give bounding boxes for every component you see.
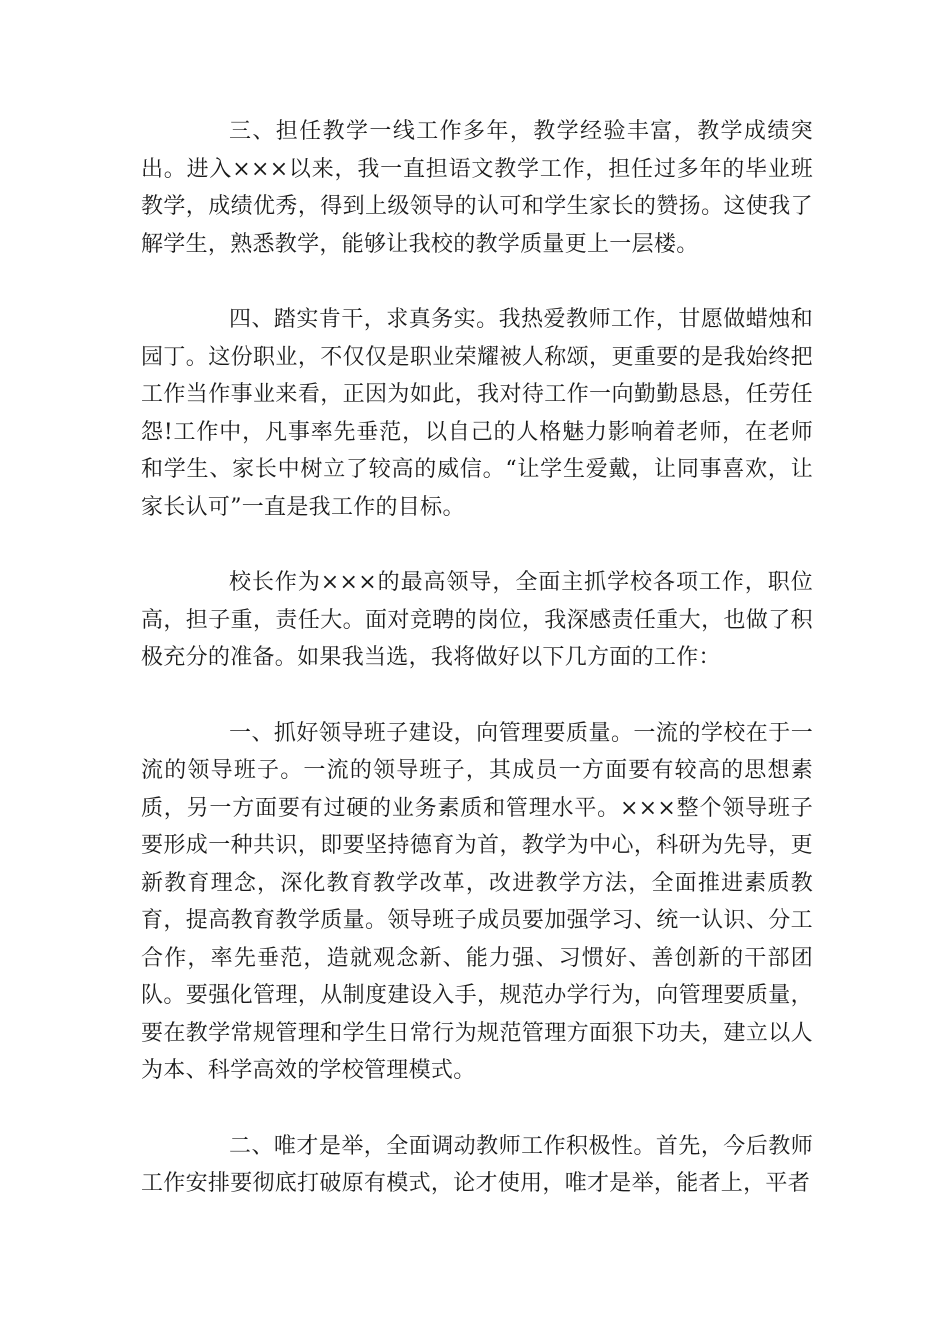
- paragraph-plan-one: 一、抓好领导班子建设，向管理要质量。一流的学校在于一流的领导班子。一流的领导班子，其成员一方面要有较高的思想素质，另一方面要有过硬的业务素质和管理水平。×××整个领导班子要形成一种共识，即要坚持德育为首，教学为中心，科研为先导，更新教育理念，深化教育教学改革，改进教学方法，全面推进素质教育，提高教育教学质量。领导班子成员要加强学习、统一认识、分工合作，率先垂范，造就观念新、能力强、习惯好、善创新的干部团队。要强化管理，从制度建设入手，规范办学行为，向管理要质量，要在教学常规管理和学生日常行为规范管理方面狠下功夫，建立以人为本、科学高效的学校管理模式。: [141, 720, 813, 1083]
- paragraph-qualification-four: 四、踏实肯干，求真务实。我热爱教师工作，甘愿做蜡烛和园丁。这份职业，不仅仅是职业荣耀被人称颂，更重要的是我始终把工作当作事业来看，正因为如此，我对待工作一向勤勤恳恳，任劳任怨!工作中，凡事率先垂范，以自己的人格魅力影响着老师，在老师和学生、家长中树立了较高的威信。“让学生爱戴，让同事喜欢，让家长认可”一直是我工作的目标。: [141, 307, 813, 520]
- paragraph-principal-role: 校长作为×××的最高领导，全面主抓学校各项工作，职位高，担子重，责任大。面对竞聘的岗位，我深感责任重大，也做了积极充分的准备。如果我当选，我将做好以下几方面的工作：: [141, 570, 813, 670]
- paragraph-qualification-three: 三、担任教学一线工作多年，教学经验丰富，教学成绩突出。进入×××以来，我一直担语文教学工作，担任过多年的毕业班教学，成绩优秀，得到上级领导的认可和学生家长的赞扬。这使我了解学生，熟悉教学，能够让我校的教学质量更上一层楼。: [141, 119, 813, 257]
- paragraph-plan-two: 二、唯才是举，全面调动教师工作积极性。首先，今后教师工作安排要彻底打破原有模式，论才使用，唯才是举，能者上，平者: [141, 1133, 813, 1196]
- document-body: [141, 113, 813, 1203]
